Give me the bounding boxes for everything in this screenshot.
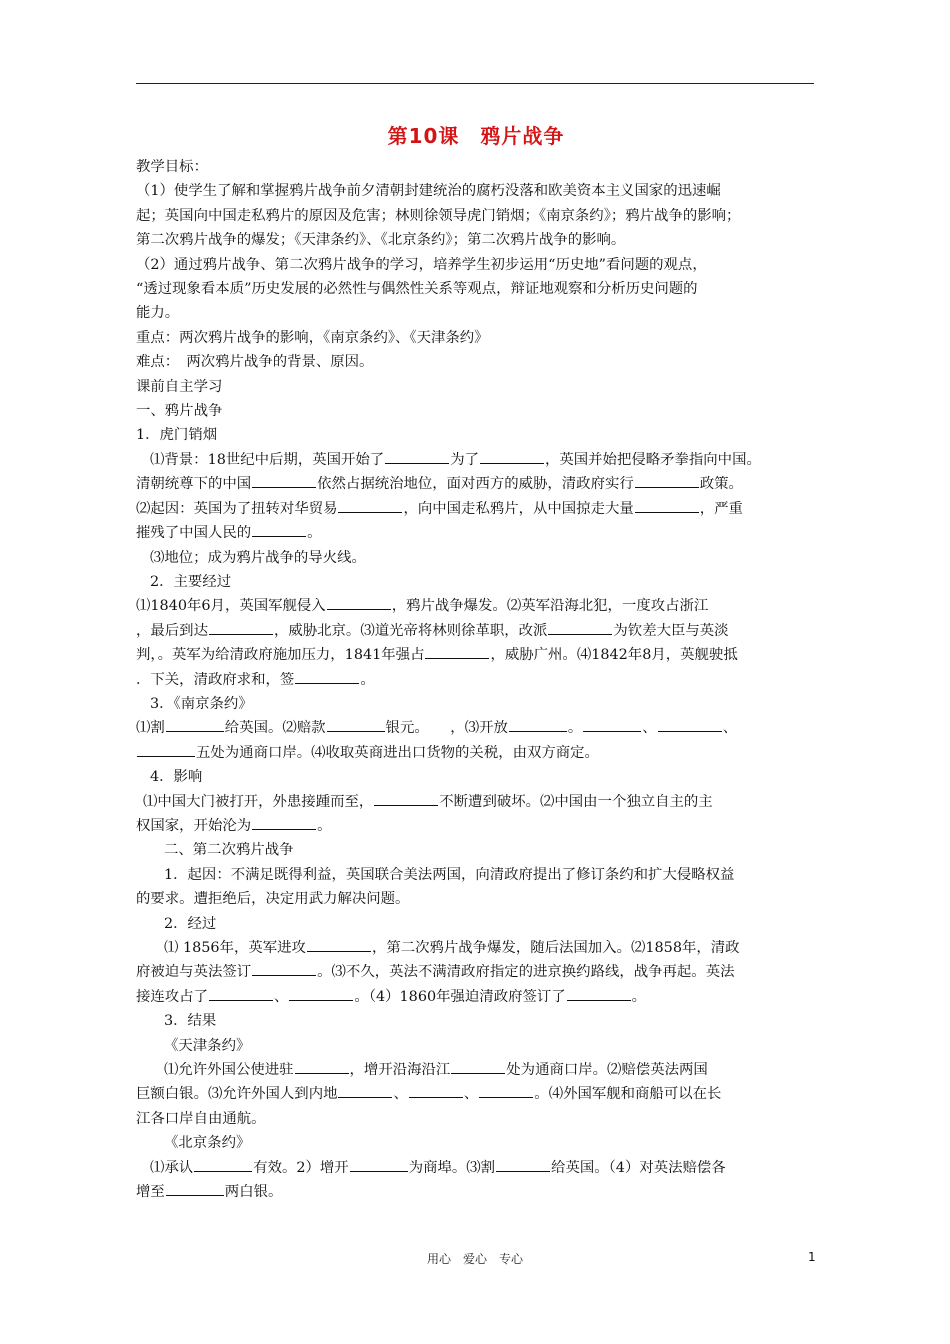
- tianjin-treaty-heading: 《天津条约》: [164, 1037, 251, 1054]
- objectives-label: 教学目标：: [136, 159, 208, 175]
- fill-blank[interactable]: [479, 1083, 533, 1098]
- fill-blank[interactable]: [307, 937, 371, 952]
- subsection-impact: 4．影响: [150, 769, 203, 786]
- process2-line-2: 府被迫与英法签订 。⑶不久，英法不满清政府指定的进京换约路线，战争再起。英法: [136, 960, 816, 984]
- objective-1-line-2: 起；英国向中国走私鸦片的原因及危害；林则徐领导虎门销烟；《南京条约》；鸦片战争的影响；: [136, 207, 741, 224]
- fill-blank[interactable]: [480, 449, 544, 464]
- beijing-treaty-heading: 《北京条约》: [164, 1135, 251, 1152]
- process-line-3: 判，。英军为给清政府施加压力，1841年强占 ，威胁广州。⑷1842年8月，英舰驶抵: [136, 643, 816, 667]
- nanjing-line-1: ⑴割 给英国。⑵赔款 银元。 ，⑶开放 。 、 、: [136, 716, 816, 740]
- fill-blank[interactable]: [252, 815, 316, 830]
- section-one-heading: 一、鸦片战争: [136, 403, 223, 420]
- fill-blank[interactable]: [194, 1157, 252, 1172]
- fill-blank[interactable]: [658, 717, 722, 732]
- page-footer: 用心 爱心 专心: [426, 1252, 523, 1266]
- fill-blank[interactable]: [166, 1181, 224, 1196]
- subsection-process-2: 2．经过: [164, 915, 217, 932]
- process-line-1: ⑴1840年6月，英国军舰侵入 ，鸦片战争爆发。⑵英军沿海北犯，一度攻占浙江: [136, 594, 816, 618]
- fill-blank[interactable]: [209, 986, 273, 1001]
- tianjin-line-1: ⑴允许外国公使进驻 ，增开沿海沿江 处为通商口岸。⑵赔偿英法两国: [136, 1058, 816, 1082]
- nanjing-line-2: 五处为通商口岸。⑷收取英商进出口货物的关税，由双方商定。: [136, 741, 816, 765]
- beijing-line-1: ⑴承认 有效。2）增开 为商埠。⑶割 给英国。（4）对英法赔偿各: [136, 1156, 816, 1180]
- fill-blank[interactable]: [295, 1059, 349, 1074]
- objective-1-line-3: 第二次鸦片战争的爆发；《天津条约》、《北京条约》；第二次鸦片战争的影响。: [136, 232, 626, 249]
- fill-blank[interactable]: [166, 717, 224, 732]
- header-rule: [136, 83, 814, 84]
- cause-line-2: 摧残了中国人民的 。: [136, 521, 816, 545]
- objective-2-line-1: （2）通过鸦片战争、第二次鸦片战争的学习，培养学生初步运用“历史地”看问题的观点，: [136, 256, 707, 273]
- fill-blank[interactable]: [350, 1157, 408, 1172]
- page-number: 1: [808, 1250, 816, 1264]
- fill-blank[interactable]: [583, 717, 641, 732]
- fill-blank[interactable]: [252, 961, 316, 976]
- fill-blank[interactable]: [295, 669, 359, 684]
- fill-blank[interactable]: [289, 986, 353, 1001]
- fill-blank[interactable]: [209, 620, 273, 635]
- impact-line-2: 权国家，开始沦为 。: [136, 814, 816, 838]
- subsection-nanjing-treaty: 3．《南京条约》: [150, 695, 253, 712]
- cause2-line-1: 1．起因：不满足既得利益，英国联合美法两国，向清政府提出了修订条约和扩大侵略权益: [164, 866, 735, 883]
- subsection-humen: 1．虎门销烟: [136, 427, 218, 444]
- fill-blank[interactable]: [567, 986, 631, 1001]
- fill-blank[interactable]: [252, 522, 306, 537]
- tianjin-line-2: 巨额白银。⑶允许外国人到内地 、 、 。⑷外国军舰和商船可以在长: [136, 1082, 816, 1106]
- objective-2-line-3: 能力。: [136, 305, 180, 322]
- fill-blank[interactable]: [338, 498, 402, 513]
- fill-blank[interactable]: [451, 1059, 505, 1074]
- status-line: ⑶地位；成为鸦片战争的导火线。: [150, 549, 366, 566]
- section-two-heading: 二、第二次鸦片战争: [164, 842, 294, 859]
- fill-blank[interactable]: [137, 742, 195, 757]
- process-line-4: ．下关，清政府求和，签 。: [136, 668, 816, 692]
- process-line-2: ，最后到达 ，威胁北京。⑶道光帝将林则徐革职，改派 为钦差大臣与英淡: [136, 619, 816, 643]
- document-body: [136, 120, 816, 1204]
- beijing-line-2: 增至 两白银。: [136, 1180, 816, 1204]
- process2-line-1: ⑴ 1856年，英军进攻 ，第二次鸦片战争爆发，随后法国加入。⑵1858年，清政: [136, 936, 816, 960]
- subsection-process: 2．主要经过: [150, 573, 232, 590]
- objective-1-line-1: （1）使学生了解和掌握鸦片战争前夕清朝封建统治的腐朽没落和欧美资本主义国家的迅速崛: [136, 183, 721, 200]
- difficult-points: 难点： 两次鸦片战争的背景、原因。: [136, 354, 374, 371]
- cause-line-1: ⑵起因：英国为了扭转对华贸易 ，向中国走私鸦片，从中国掠走大量 ，严重: [136, 497, 816, 521]
- fill-blank[interactable]: [409, 1083, 463, 1098]
- fill-blank[interactable]: [252, 473, 316, 488]
- fill-blank[interactable]: [635, 498, 699, 513]
- tianjin-line-3: 江各口岸自由通航。: [136, 1110, 266, 1127]
- cause2-line-2: 的要求。遭拒绝后，决定用武力解决问题。: [136, 891, 410, 908]
- fill-blank[interactable]: [635, 473, 699, 488]
- background-line-2: 清朝统尊下的中国 依然占据统治地位，面对西方的威胁，清政府实行 政策。: [136, 472, 816, 496]
- key-points: 重点：两次鸦片战争的影响，《南京条约》、《天津条约》: [136, 329, 489, 346]
- lesson-title: 第10课 鸦片战争: [387, 124, 565, 148]
- fill-blank[interactable]: [385, 449, 449, 464]
- fill-blank[interactable]: [496, 1157, 550, 1172]
- background-line-1: ⑴背景：18世纪中后期，英国开始了 为了 ，英国并始把侵略矛拳指向中国。: [136, 448, 816, 472]
- subsection-result: 3．结果: [164, 1013, 217, 1030]
- self-study-heading: 课前自主学习: [136, 378, 223, 395]
- impact-line-1: ⑴中国大门被打开，外患接踵而至， 不断遭到破坏。⑵中国由一个独立自主的主: [136, 790, 816, 814]
- fill-blank[interactable]: [374, 791, 438, 806]
- fill-blank[interactable]: [425, 644, 489, 659]
- fill-blank[interactable]: [338, 1083, 392, 1098]
- objective-2-line-2: “透过现象看本质”历史发展的必然性与偶然性关系等观点，辩证地观察和分析历史问题的: [136, 281, 698, 298]
- fill-blank[interactable]: [327, 717, 385, 732]
- fill-blank[interactable]: [548, 620, 612, 635]
- fill-blank[interactable]: [327, 595, 391, 610]
- fill-blank[interactable]: [509, 717, 567, 732]
- process2-line-3: 接连攻占了 、 。（4）1860年强迫清政府签订了 。: [136, 985, 816, 1009]
